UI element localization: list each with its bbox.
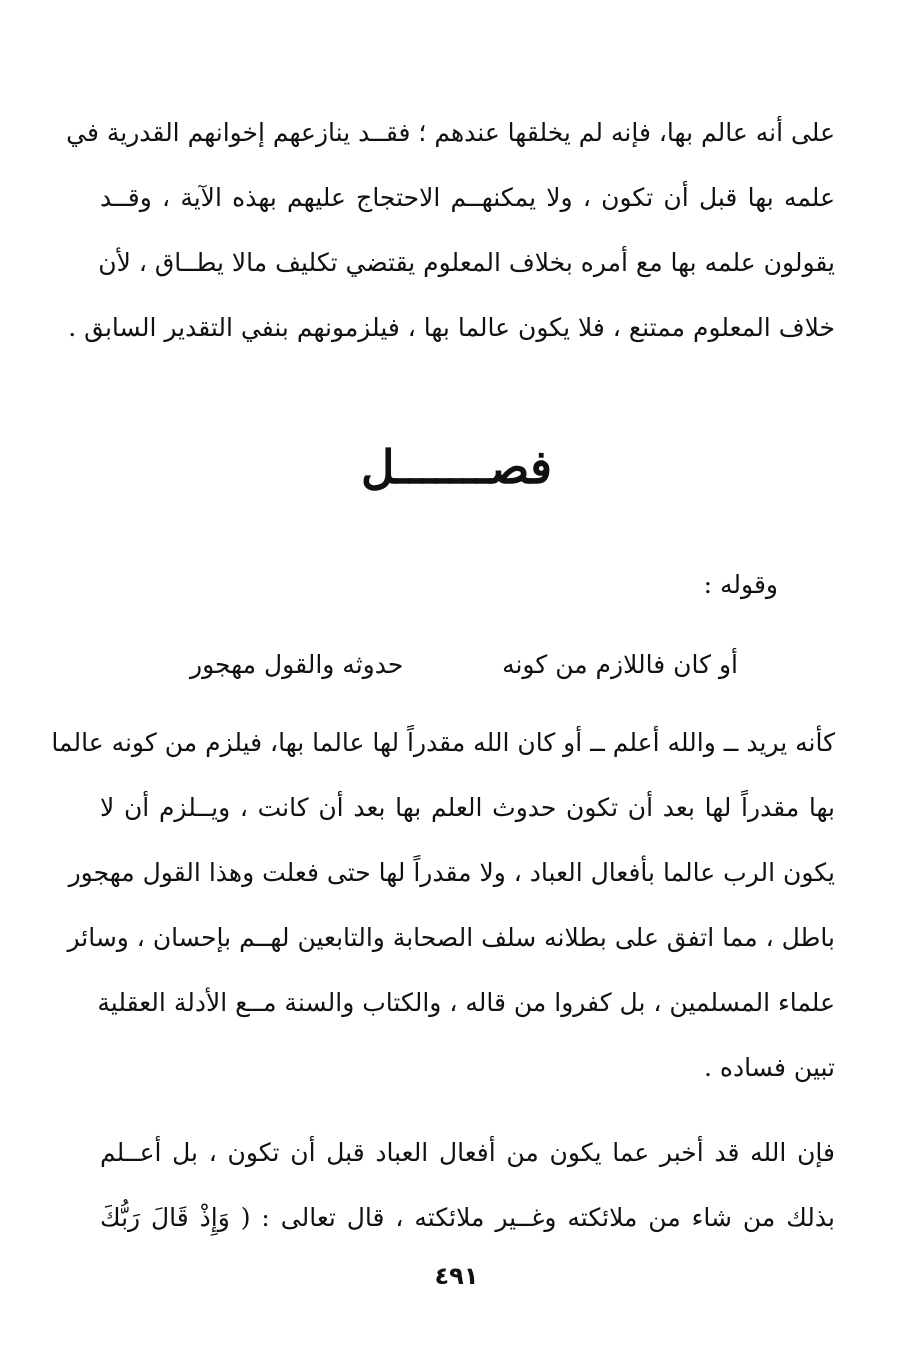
verse-second-hemistich: حدوثه والقول مهجور [190, 650, 404, 679]
paragraph-1-line: علمه بها قبل أن تكون ، ولا يمكنهــم الاحتجاج عليهم بهذه الآية ، وقــد [100, 183, 835, 212]
paragraph-1-line: خلاف المعلوم ممتنع ، فلا يكون عالما بها ، فيلزمونهم بنفي التقدير السابق . [68, 313, 835, 342]
paragraph-2-line: يكون الرب عالما بأفعال العباد ، ولا مقدراً لها حتى فعلت وهذا القول مهجور [68, 858, 835, 887]
paragraph-3 [100, 1120, 835, 1250]
paragraph-2 [51, 710, 835, 1100]
paragraph-3-line: بذلك من شاء من ملائكته وغــير ملائكته ، قال تعالى : ( وَإِذْ قَالَ رَبُّكَ [100, 1203, 835, 1232]
poetry-verse [190, 640, 738, 690]
paragraph-2-line: تبين فساده . [703, 1053, 835, 1082]
verse-first-hemistich: أو كان فاللازم من كونه [502, 650, 738, 679]
page-number: ٤٩١ [434, 1262, 479, 1290]
paragraph-2-line: كأنه يريد ــ والله أعلم ــ أو كان الله مقدراً لها عالما بها، فيلزم من كونه عالما [51, 728, 835, 757]
paragraph-2-line: علماء المسلمين ، بل كفروا من قاله ، والكتاب والسنة مــع الأدلة العقلية [97, 988, 835, 1017]
paragraph-1-line: على أنه عالم بها، فإنه لم يخلقها عندهم ؛ فقــد ينازعهم إخوانهم القدرية في [66, 118, 835, 147]
paragraph-3-line: فإن الله قد أخبر عما يكون من أفعال العباد قبل أن تكون ، بل أعــلم [100, 1138, 835, 1167]
paragraph-2-line: باطل ، مما اتفق على بطلانه سلف الصحابة والتابعين لهــم بإحسان ، وسائر [67, 923, 835, 952]
paragraph-2-line: بها مقدراً لها بعد أن تكون حدوث العلم بها بعد أن كانت ، ويــلزم أن لا [100, 793, 835, 822]
section-heading: فصـــــــل [360, 440, 553, 494]
intro-label: وقوله : [703, 570, 778, 599]
paragraph-1 [66, 100, 835, 360]
paragraph-1-line: يقولون علمه بها مع أمره بخلاف المعلوم يقتضي تكليف مالا يطــاق ، لأن [98, 248, 835, 277]
